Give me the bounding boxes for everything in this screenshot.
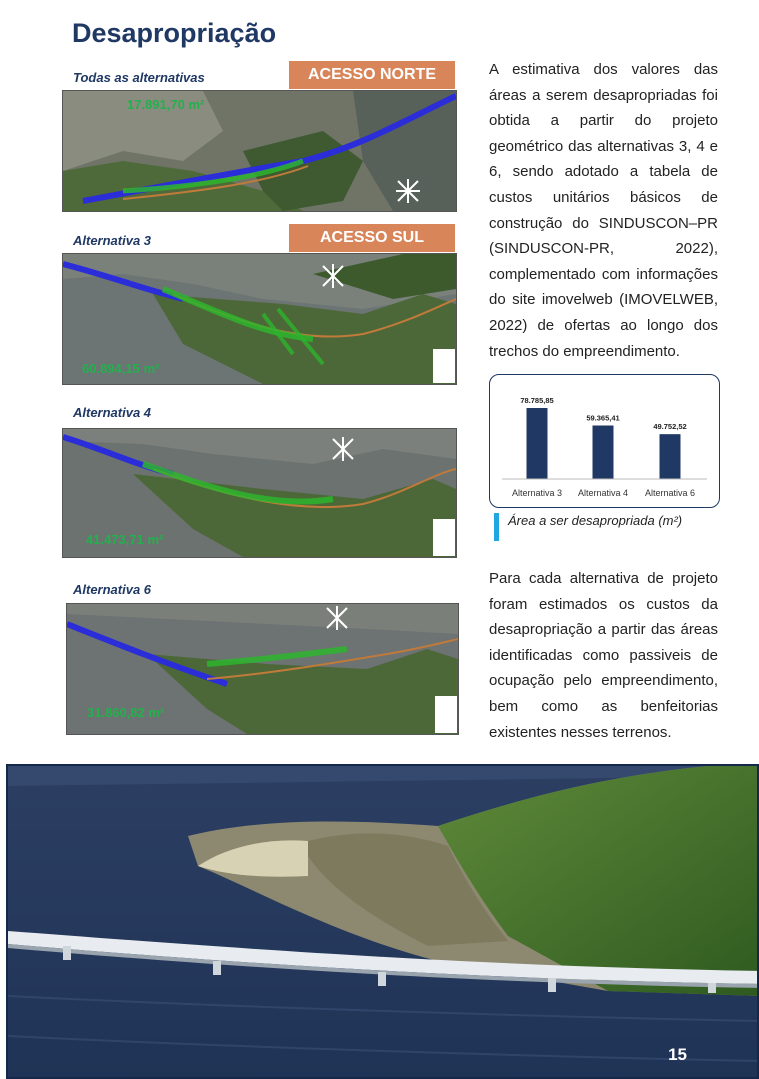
chart-caption: Área a ser desapropriada (m²): [508, 513, 683, 528]
bar-3: [660, 434, 681, 479]
paragraph-estimativa: A estimativa dos valores das áreas a serem desapropriadas foi obtida a partir do projeto geométrico das alternativas 3, 4 e 6, sendo adotado a tabela de custos unitários básicos de construção do SINDUSCON–PR (SINDUSCON-PR, 2022), complementado com informações do site imovelweb (IMOVELWEB, 2022) de ofertas ao longo dos trechos do empreendimento.: [489, 61, 718, 360]
bar-value-label-2: 59.365,41: [586, 413, 620, 423]
map-area-alt4: 41.473,71 m²: [86, 532, 164, 547]
map-label-all: Todas as alternativas: [73, 70, 205, 85]
access-tag-norte: ACESSO NORTE: [289, 61, 455, 89]
page-number: 15: [668, 1045, 687, 1064]
page-title: Desapropriação: [72, 18, 277, 48]
bar-chart: [490, 375, 719, 507]
bar-value-label-3: 49.752,52: [653, 422, 687, 432]
bar-1: [527, 408, 548, 479]
bridge-render-image: [6, 764, 759, 1079]
map-area-alt3: 60.894,15 m²: [82, 361, 160, 376]
paragraph-custos: Para cada alternativa de projeto foram estimados os custos da desapropriação a partir das áreas identificadas como passiveis de ocupação pelo empreendimento, bem como as benfeitorias existentes nesses terrenos.: [489, 570, 718, 741]
category-label-1: Alternativa 3: [511, 488, 563, 498]
map-label-alt4: Alternativa 4: [73, 405, 152, 420]
bar-value-label-1: 78.785,85: [520, 396, 554, 405]
access-tag-sul: ACESSO SUL: [289, 224, 455, 252]
map-area-alt6: 31.860,82 m²: [87, 705, 165, 720]
chart-container: [489, 374, 720, 508]
map-all-alternatives: [62, 90, 457, 212]
map-area-all: 17.891,70 m²: [127, 97, 205, 112]
category-label-3: Alternativa 6: [644, 488, 696, 498]
map-label-alt3: Alternativa 3: [73, 233, 152, 248]
bar-2: [593, 426, 614, 479]
map-label-alt6: Alternativa 6: [73, 582, 152, 597]
caption-accent-bar: [494, 513, 499, 541]
category-label-2: Alternativa 4: [577, 488, 629, 498]
